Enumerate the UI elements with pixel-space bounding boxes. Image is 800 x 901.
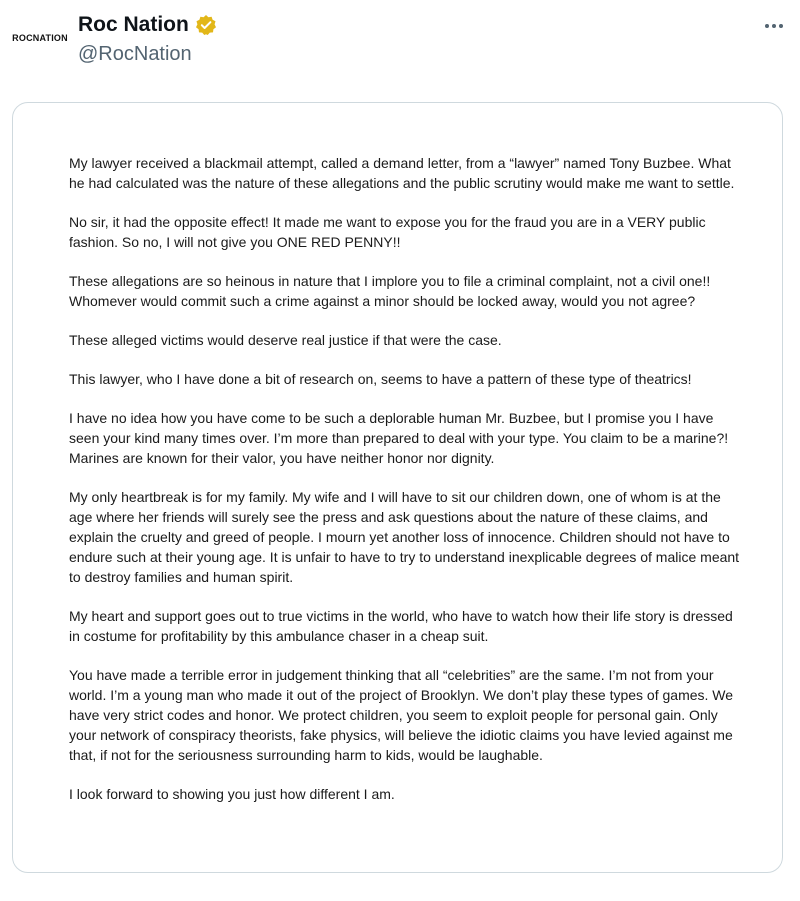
statement-paragraph: These allegations are so heinous in nature that I implore you to file a criminal complaint, not a civil one!! Whomever would commit such a crime against a minor should be locked away, would you not agree? xyxy=(69,273,711,309)
user-handle[interactable]: @RocNation xyxy=(78,43,192,65)
verified-badge-icon xyxy=(195,14,217,36)
statement-paragraph: My only heartbreak is for my family. My wife and I will have to sit our children down, one of whom is at the age where her friends will surely see the press and ask questions about the nature of these claims, and explain the cruelty and greed of people. I mourn yet another loss of innocence. Children should not have to endure such at their young age. It is unfair to have to try to understand inexplicable degrees of malice meant to destroy families and human spirit. xyxy=(69,489,740,585)
display-name[interactable]: Roc Nation xyxy=(78,13,189,36)
statement-paragraph: My heart and support goes out to true victims in the world, who have to watch how their life story is dressed in costume for profitability by this ambulance chaser in a cheap suit. xyxy=(69,608,733,644)
avatar[interactable] xyxy=(12,10,68,66)
statement-paragraph: I have no idea how you have come to be such a deplorable human Mr. Buzbee, but I promise you I have seen your kind many times over. I’m more than prepared to deal with your type. You claim to be a marine?! Marines are known for their valor, you have neither honor nor dignity. xyxy=(69,410,729,466)
statement-paragraph: These alleged victims would deserve real justice if that were the case. xyxy=(69,332,502,348)
avatar-logo-text: ROCNATION xyxy=(12,33,68,43)
statement-paragraph: My lawyer received a blackmail attempt, called a demand letter, from a “lawyer” named Tony Buzbee. What he had calculated was the nature of these allegations and the public scrutiny would make me want to settle. xyxy=(69,155,735,191)
statement-image-card[interactable] xyxy=(12,102,783,873)
name-row xyxy=(78,12,217,38)
statement-paragraph: You have made a terrible error in judgement thinking that all “celebrities” are the same. I’m not from your world. I’m a young man who made it out of the project of Brooklyn. We don’t play these types of games. We have very strict codes and honor. We protect children, you seem to exploit people for personal gain. Only your network of conspiracy theorists, fake physics, will believe the idiotic claims you have levied against me that, if not for the seriousness surrounding harm to kids, would be laughable. xyxy=(69,667,734,763)
statement-paragraph: I look forward to showing you just how different I am. xyxy=(69,786,395,802)
statement-text xyxy=(69,153,747,823)
more-options-icon[interactable] xyxy=(762,14,786,38)
statement-paragraph: No sir, it had the opposite effect! It made me want to expose you for the fraud you are in a VERY public fashion. So no, I will not give you ONE RED PENNY!! xyxy=(69,214,706,250)
statement-paragraph: This lawyer, who I have done a bit of research on, seems to have a pattern of these type of theatrics! xyxy=(69,371,692,387)
